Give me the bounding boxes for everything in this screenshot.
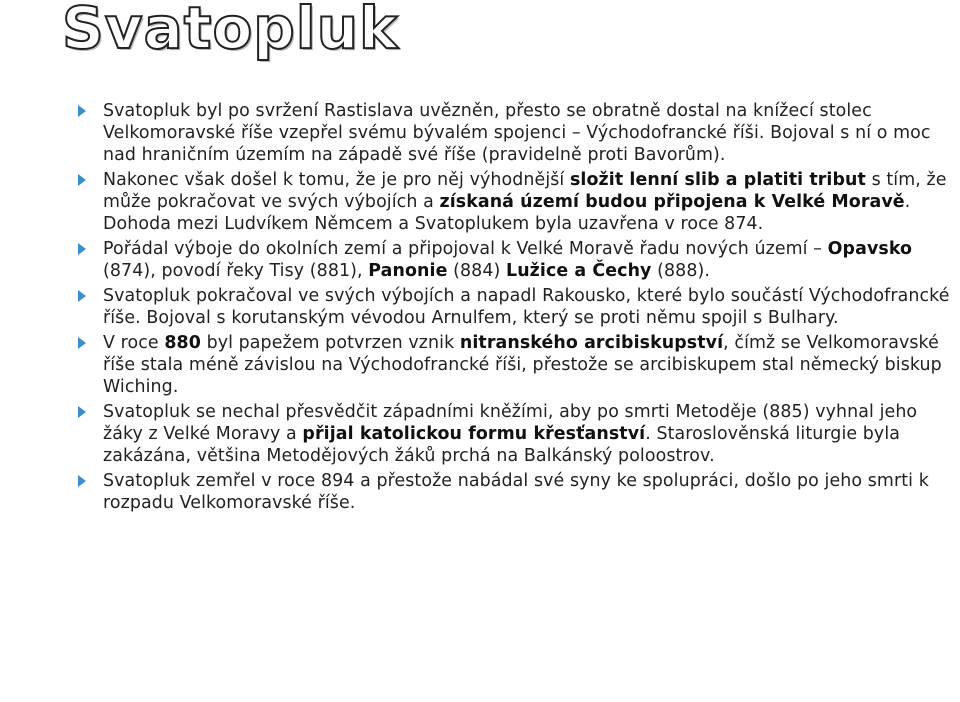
bullet-text: Svatopluk pokračoval ve svých výbojích a napadl Rakousko, které bylo součástí Východofrancké říše. Bojoval s korutanským vévodou Arnulfem, který se proti němu spojil s Bulhary. xyxy=(103,286,950,328)
bullet-emphasis-text: Panonie xyxy=(368,261,448,281)
bullet-text: V roce xyxy=(103,333,165,353)
bullet-text: Nakonec však došel k tomu, že je pro něj výhodnější xyxy=(103,170,570,190)
bullet-arrow-icon xyxy=(78,105,86,117)
bullet-text: (888). xyxy=(651,261,711,281)
bullet-text: , čímž se Velkomoravské říše stala méně závislou na Východofrancké říši, přestože se arcibiskupem stal německý biskup Wiching. xyxy=(103,333,942,397)
bullet-item xyxy=(78,285,958,329)
bullet-list xyxy=(78,100,958,517)
bullet-arrow-icon xyxy=(78,290,86,302)
bullet-emphasis-text: přijal katolickou formu křesťanství xyxy=(302,424,646,444)
bullet-text: . Dohoda mezi Ludvíkem Němcem a Svatoplukem byla uzavřena v roce 874. xyxy=(103,192,911,234)
bullet-text: Svatopluk se nechal přesvědčit západními kněžími, aby po smrti Metoděje (885) vyhnal jeho žáky z Velké Moravy a xyxy=(103,402,918,444)
bullet-emphasis-text: nitranského arcibiskupství xyxy=(459,333,724,353)
bullet-arrow-icon xyxy=(78,174,86,186)
bullet-text: byl papežem potvrzen vznik xyxy=(200,333,460,353)
bullet-arrow-icon xyxy=(78,406,86,418)
bullet-emphasis-text: získaná území budou připojena k Velké Moravě xyxy=(439,192,905,212)
bullet-text: Pořádal výboje do okolních zemí a připojoval k Velké Moravě řadu nových území – xyxy=(103,239,828,259)
bullet-text: Svatopluk byl po svržení Rastislava uvězněn, přesto se obratně dostal na knížecí stolec Velkomoravské říše vzepřel svému bývalém spojenci – Východofrancké říši. Bojoval s ní o moc nad hraničním územím na západě své říše (pravidelně proti Bavorům). xyxy=(103,101,931,165)
bullet-text: (874), povodí řeky Tisy (881), xyxy=(103,261,369,281)
bullet-text: . Staroslověnská liturgie byla zakázána, většina Metodějových žáků prchá na Balkánský poloostrov. xyxy=(103,424,901,466)
bullet-emphasis-text: Opavsko xyxy=(827,239,913,259)
bullet-text: s tím, že může pokračovat ve svých výbojích a xyxy=(103,170,947,212)
bullet-arrow-icon xyxy=(78,243,86,255)
bullet-arrow-icon xyxy=(78,337,86,349)
bullet-text: Svatopluk zemřel v roce 894 a přestože nabádal své syny ke spolupráci, došlo po jeho smrti k rozpadu Velkomoravské říše. xyxy=(103,471,929,513)
bullet-item xyxy=(78,332,958,398)
bullet-emphasis-text: 880 xyxy=(164,333,201,353)
bullet-item xyxy=(78,100,958,166)
page-title: Svatopluk xyxy=(62,0,399,62)
bullet-emphasis-text: Lužice a Čechy xyxy=(506,261,652,281)
bullet-item xyxy=(78,470,958,514)
bullet-item xyxy=(78,169,958,235)
bullet-item xyxy=(78,401,958,467)
bullet-emphasis-text: složit lenní slib a platiti tribut xyxy=(569,170,866,190)
bullet-arrow-icon xyxy=(78,475,86,487)
bullet-item xyxy=(78,238,958,282)
bullet-text: (884) xyxy=(447,261,507,281)
